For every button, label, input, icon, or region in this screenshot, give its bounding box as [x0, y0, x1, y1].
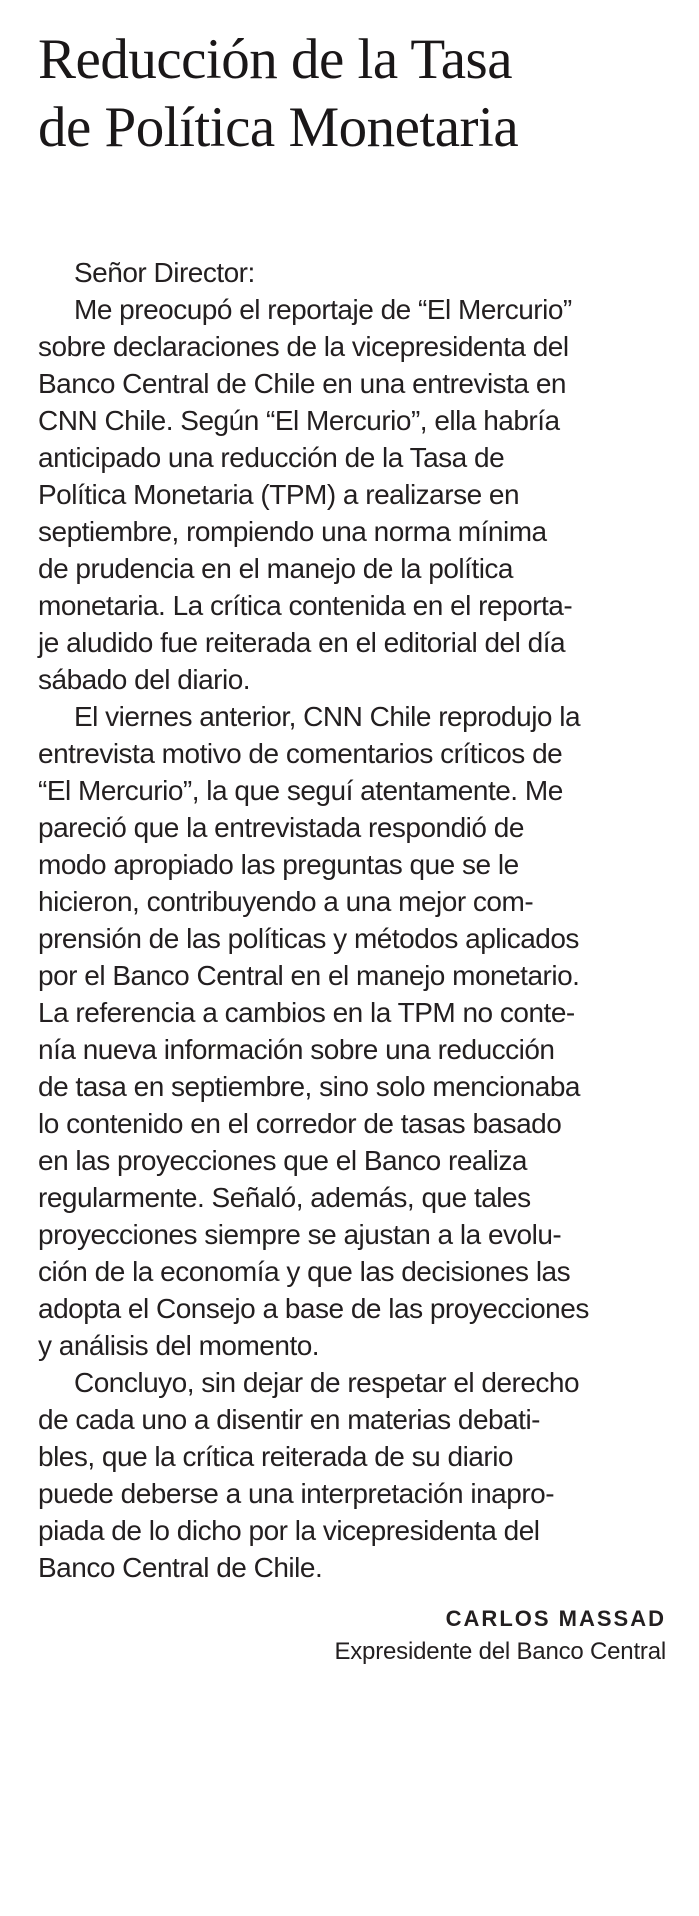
body-line: monetaria. La crítica contenida en el reporta- [38, 590, 573, 621]
body-line: ción de la economía y que las decisiones las [38, 1256, 571, 1287]
body-line: y análisis del momento. [38, 1330, 320, 1361]
body-line: adopta el Consejo a base de las proyecciones [38, 1293, 589, 1324]
body-line: proyecciones siempre se ajustan a la evolu- [38, 1219, 562, 1250]
body-line: pareció que la entrevistada respondió de [38, 812, 524, 843]
body-line: Señor Director: [74, 257, 255, 288]
body-line: puede deberse a una interpretación inapro- [38, 1478, 555, 1509]
body-line: bles, que la crítica reiterada de su diario [38, 1441, 513, 1472]
body-line: “El Mercurio”, la que seguí atentamente. Me [38, 775, 563, 806]
body-line: Banco Central de Chile. [38, 1552, 323, 1583]
body-line: piada de lo dicho por la vicepresidenta del [38, 1515, 540, 1546]
author-title: Expresidente del Banco Central [334, 1638, 666, 1665]
letter-body [38, 254, 666, 1586]
body-line: regularmente. Señaló, además, que tales [38, 1182, 531, 1213]
headline-line-1: Reducción de la Tasa [38, 28, 513, 91]
body-line: La referencia a cambios en la TPM no conte- [38, 997, 575, 1028]
author-name: CARLOS MASSAD [445, 1606, 666, 1631]
body-line: por el Banco Central en el manejo monetario. [38, 960, 580, 991]
body-line: septiembre, rompiendo una norma mínima [38, 516, 547, 547]
body-line: sobre declaraciones de la vicepresidenta del [38, 331, 569, 362]
body-line: sábado del diario. [38, 664, 251, 695]
body-line: en las proyecciones que el Banco realiza [38, 1145, 527, 1176]
body-line: modo apropiado las preguntas que se le [38, 849, 519, 880]
body-line: Política Monetaria (TPM) a realizarse en [38, 479, 520, 510]
body-line: anticipado una reducción de la Tasa de [38, 442, 505, 473]
body-line: Me preocupó el reportaje de “El Mercurio” [74, 294, 572, 325]
headline [38, 26, 666, 162]
body-line: CNN Chile. Según “El Mercurio”, ella habría [38, 405, 560, 436]
body-line: lo contenido en el corredor de tasas basado [38, 1108, 562, 1139]
body-line: nía nueva información sobre una reducción [38, 1034, 555, 1065]
body-line: Concluyo, sin dejar de respetar el derecho [74, 1367, 580, 1398]
body-line: El viernes anterior, CNN Chile reprodujo la [74, 701, 581, 732]
body-line: hicieron, contribuyendo a una mejor com- [38, 886, 534, 917]
letter-article [38, 26, 666, 1665]
body-line: de tasa en septiembre, sino solo mencionaba [38, 1071, 580, 1102]
body-line: prensión de las políticas y métodos aplicados [38, 923, 579, 954]
body-line: de prudencia en el manejo de la política [38, 553, 514, 584]
body-line: je aludido fue reiterada en el editorial del día [38, 627, 566, 658]
headline-line-2: de Política Monetaria [38, 96, 519, 159]
body-line: Banco Central de Chile en una entrevista en [38, 368, 566, 399]
body-line: de cada uno a disentir en materias debati- [38, 1404, 540, 1435]
body-line: entrevista motivo de comentarios críticos de [38, 738, 563, 769]
